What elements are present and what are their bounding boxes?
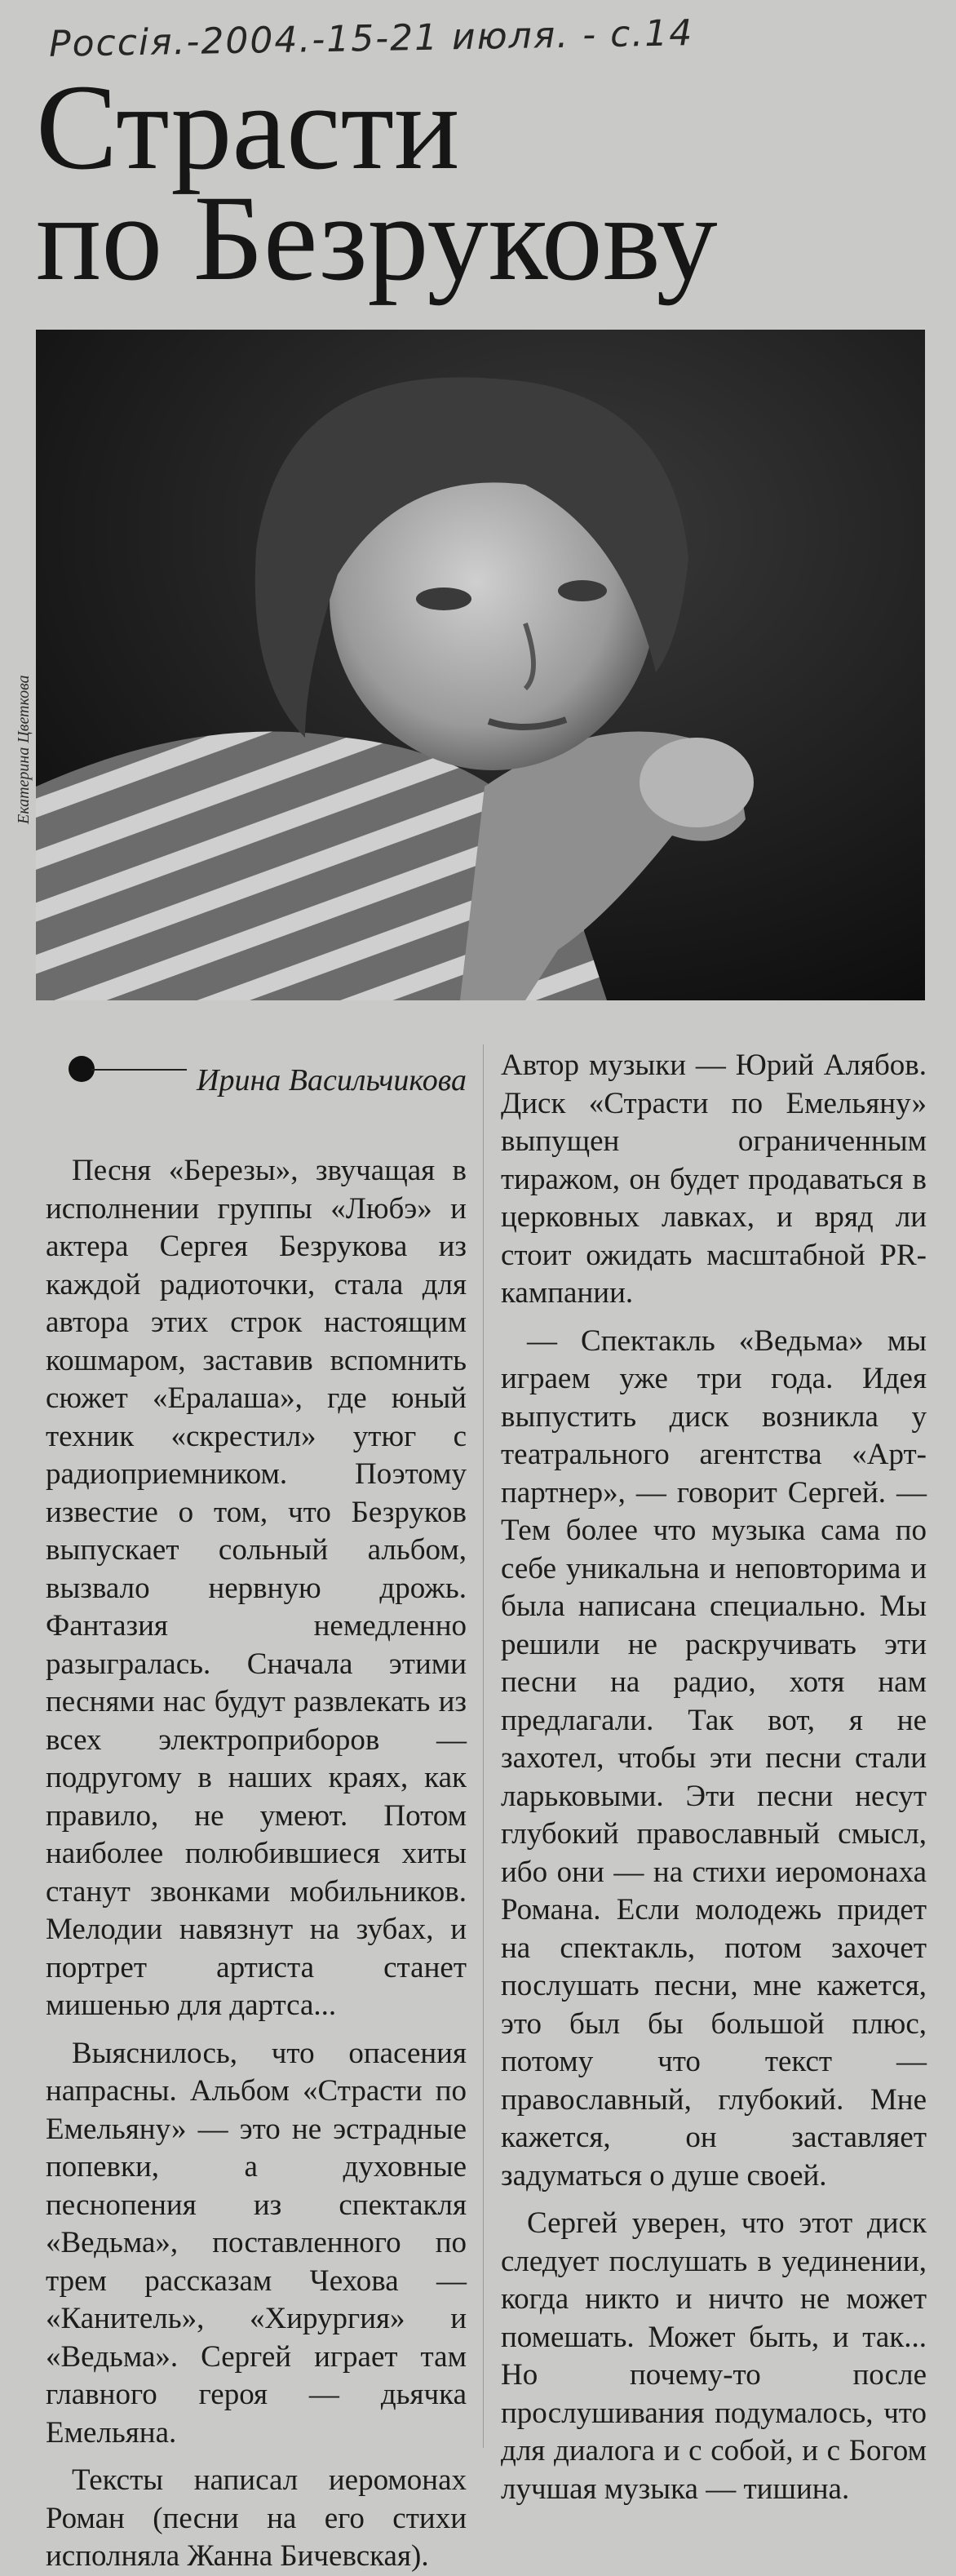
paragraph: Песня «Березы», звучащая в исполнении группы «Любэ» и актера Сергея Безрукова из каждой радиоточки, стала для автора этих строк настоящим кошмаром, заставив вспомнить сюжет «Ералаша», где юный техник «скрестил» утюг с радиоприемником. Поэтому известие о том, что Безруков выпускает сольный альбом, вызвало нервную дрожь. Фантазия немедленно разыгралась. Сначала этими песнями нас будут развлекать из всех электроприборов — подругому в наших краях, как правило, не умеют. Потом наиболее полюбившиеся хиты станут звонками мобильников. Мелодии навязнут на зубах, и портрет артиста станет мишенью для дартса... [46,1154,467,2022]
article-photo [36,330,925,1000]
paragraph: — Спектакль «Ведьма» мы играем уже три года. Идея выпустить диск возникла у театрального агентства «Арт-партнер», — говорит Сергей. — Тем более что музыка сама по себе уникальна и неповторима и была написана специально. Мы решили не раскручивать эти песни на радио, хотя нам предлагали. Так вот, я не захотел, чтобы эти песни стали ларьковыми. Эти песни несут глубокий православный смысл, ибо они — на стихи иеромонаха Романа. Если молодежь придет на спектакль, потом захочет послушать песни, мне кажется, это был бы большой плюс, потому что текст — православный, глубокий. Мне кажется, он заставляет задуматься о душе своей. [501,1323,927,2192]
paragraph: Выяснилось, что опасения напрасны. Альбом «Страсти по Емельяну» — это не эстрадные попевки, а духовные песнопения из спектакля «Ведьма», поставленного по трем рассказам Чехова — «Канитель», «Хирургия» и «Ведьма». Сергей играет там главного героя — дьячка Емельяна. [46,2036,467,2450]
photo-credit: Екатерина Цветкова [15,675,33,824]
title-line-2: по Безрукову [36,171,718,306]
title-line-1: Страсти [36,60,460,195]
photo-illustration [36,330,925,1000]
author-byline: Ирина Васильчикова [187,1062,467,1098]
article-column-left [46,1152,467,2576]
article-column-right [501,1047,927,2508]
article-title [36,60,718,306]
byline-row [46,1049,467,1098]
paragraph: Автор музыки — Юрий Алябов. Диск «Страсти по Емельяну» выпущен ограниченным тиражом, он будет продаваться в церковных лавках, и вряд ли стоит ожидать масштабной PR-кампании. [501,1049,927,1310]
paragraph: Сергей уверен, что этот диск следует послушать в уединении, когда никто и ничто не может помешать. Может быть, и так... Но почему-то после прослушивания подумалось, что для диалога и с собой, и с Богом лучшая музыка — тишина. [501,2206,927,2506]
handwritten-note: Россiя.-2004.-15-21 июля. - с.14 [48,12,694,65]
column-divider [483,1044,484,2448]
paragraph: Тексты написал иеромонах Роман (песни на его стихи исполняла Жанна Бичевская). [46,2463,467,2573]
